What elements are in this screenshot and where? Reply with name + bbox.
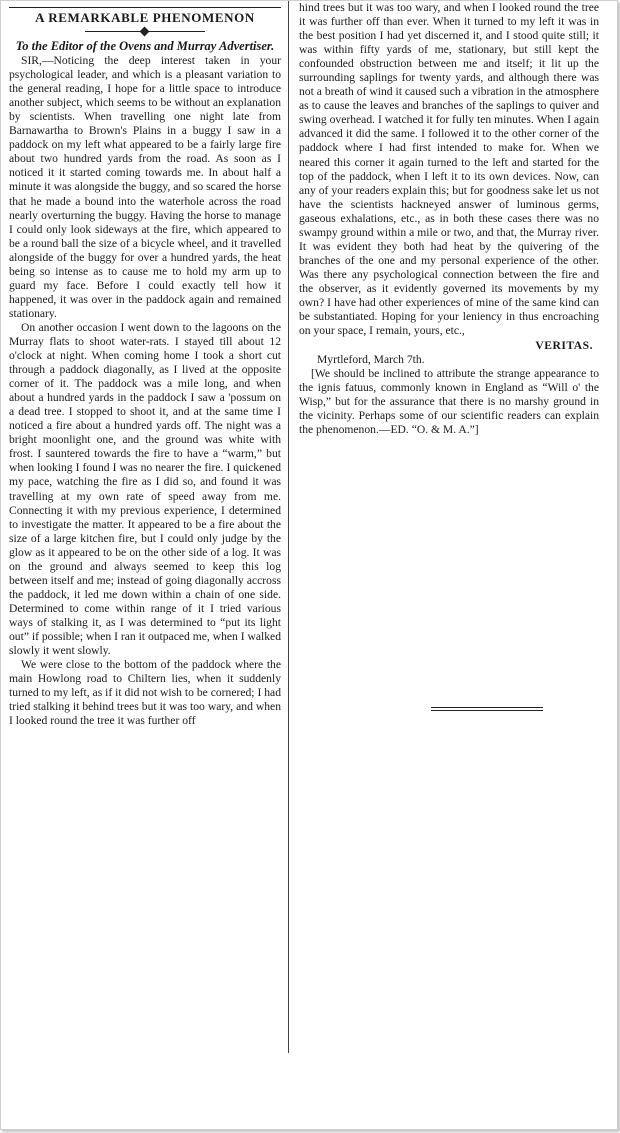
paragraph-2: On another occasion I went down to the lagoons on the Murray flats to shoot water-rats. I stayed till about 12 o'clock at night. When coming home I took a short cut through a paddock diagonally, as I lived at the opposite corner of it. The paddock was a mile long, and when about a hundred yards in the paddock I saw a 'possum on a dead tree. I stopped to shoot it, and at the same time I noticed a fire about a hundred yards off. The night was a bright moonlight one, and the ground was white with frost. I sauntered towards the fire to have a “warm,” but when looking I found I was no nearer the fire. I quickened my pace, watching the fire as I did so, and found it was travelling at my own rate of speed away from me. Connecting it with my previous experience, I determined to investigate the matter. It appeared to be a fire about the size of a large kitchen fire, but I could only judge by the glow as it appeared to be on the other side of a log. It was on the ground and always seemed to keep this log between itself and me; instead of going diagonally accross the paddock, it led me down within a chain of one side. Determined to come within range of it I tried various ways of stalking it, as I was determined to “put its light out” if possible; when I ran it outpaced me, when I walked slowly it went slowly. — [9, 320, 281, 658]
signature: VERITAS. — [535, 339, 593, 353]
paragraph-1: SIR,—Noticing the deep interest taken in your psychological leader, and which is a pleasant variation to the general reading, I hope for a little space to introduce another subject, which seems to be without an explanation by scientists. When travelling one night late from Barnawartha to Brown's Plains in a buggy I saw in a paddock on my left what appeared to be a fairly large fire about two hundred yards from the road. As soon as I noticed it it started coming towards me. In about half a minute it was alongside the buggy, and so scared the horse that he made a bound into the waterhole across the road nearly overturning the buggy. Having the horse to manage I could only look sideways at the fire, which appeared to be a round ball the size of a bicycle wheel, and it travelled alongside of the buggy for over a hundred yards, the heat being so intense as to cause me to hold my arm up to guard my face. Before I could exactly tell how it happened, it was over in the paddock again and remained stationary. — [9, 54, 281, 320]
headline: A REMARKABLE PHENOMENON — [35, 10, 255, 25]
left-column — [9, 1, 281, 1123]
dateline: Myrtleford, March 7th. — [317, 353, 425, 367]
column-divider — [288, 1, 289, 1053]
end-rule — [431, 707, 543, 713]
paragraph-continued: hind trees but it was too wary, and when I looked round the tree it was further off than ever. When it turned to my left it was in the best position I had yet discerned it, and I stood quite still; it was within fifty yards of me, stationary, but still kept the confounded obstruction between me and itself; it lit up the surrounding saplings for twenty yards, and although there was not a breath of wind it caused such a vibration in the atmosphere as to cause the leaves and branches of the saplings to quiver and swing overhead. I watched it for fully ten minutes. When I again advanced it did the same. I followed it to the other corner of the paddock where I had first intended to make for. When we neared this corner it again turned to the left and started for the top of the paddock, when I left it to its own devices. Now, can any of your readers explain this; but for goodness sake let us not have the scientists hackneyed answer of luminous germs, gaseous exhalations, etc., as in both these cases there was no swampy ground within a mile or two, and that, the Murray river. It was evident they both had heat by the quivering of the branches of the one and my personal experience of the other. Was there any psychological connection between the fire and the observer, as it evidently governed its movements by my own? I have had other experiences of mine of the same kind can be substantiated. Hoping for your leniency in thus encroaching on your space, I remain, yours, etc., — [299, 1, 599, 338]
paragraph-3: We were close to the bottom of the paddock where the main Howlong road to Chiltern lies, when it suddenly turned to my left, as if it did not wish to be cornered; I had tried stalking it behind trees but it was too wary, and when I looked round the tree it was further off — [9, 658, 281, 728]
salutation: SIR, — [21, 54, 42, 68]
headline-ornament — [85, 27, 205, 36]
right-column — [299, 1, 599, 716]
editor-note — [299, 367, 599, 437]
editor-note-text: [We should be inclined to attribute the strange appearance to the ignis fatuus, commonly known in England as “Will o' the Wisp,” but for the assurance that there is no marshy ground in the vicinity. Perhaps some of our scientific readers can explain the phenomenon.—ED. “O. & M. A.”] — [299, 367, 599, 437]
subhead: To the Editor of the Ovens and Murray Advertiser. — [15, 39, 275, 54]
